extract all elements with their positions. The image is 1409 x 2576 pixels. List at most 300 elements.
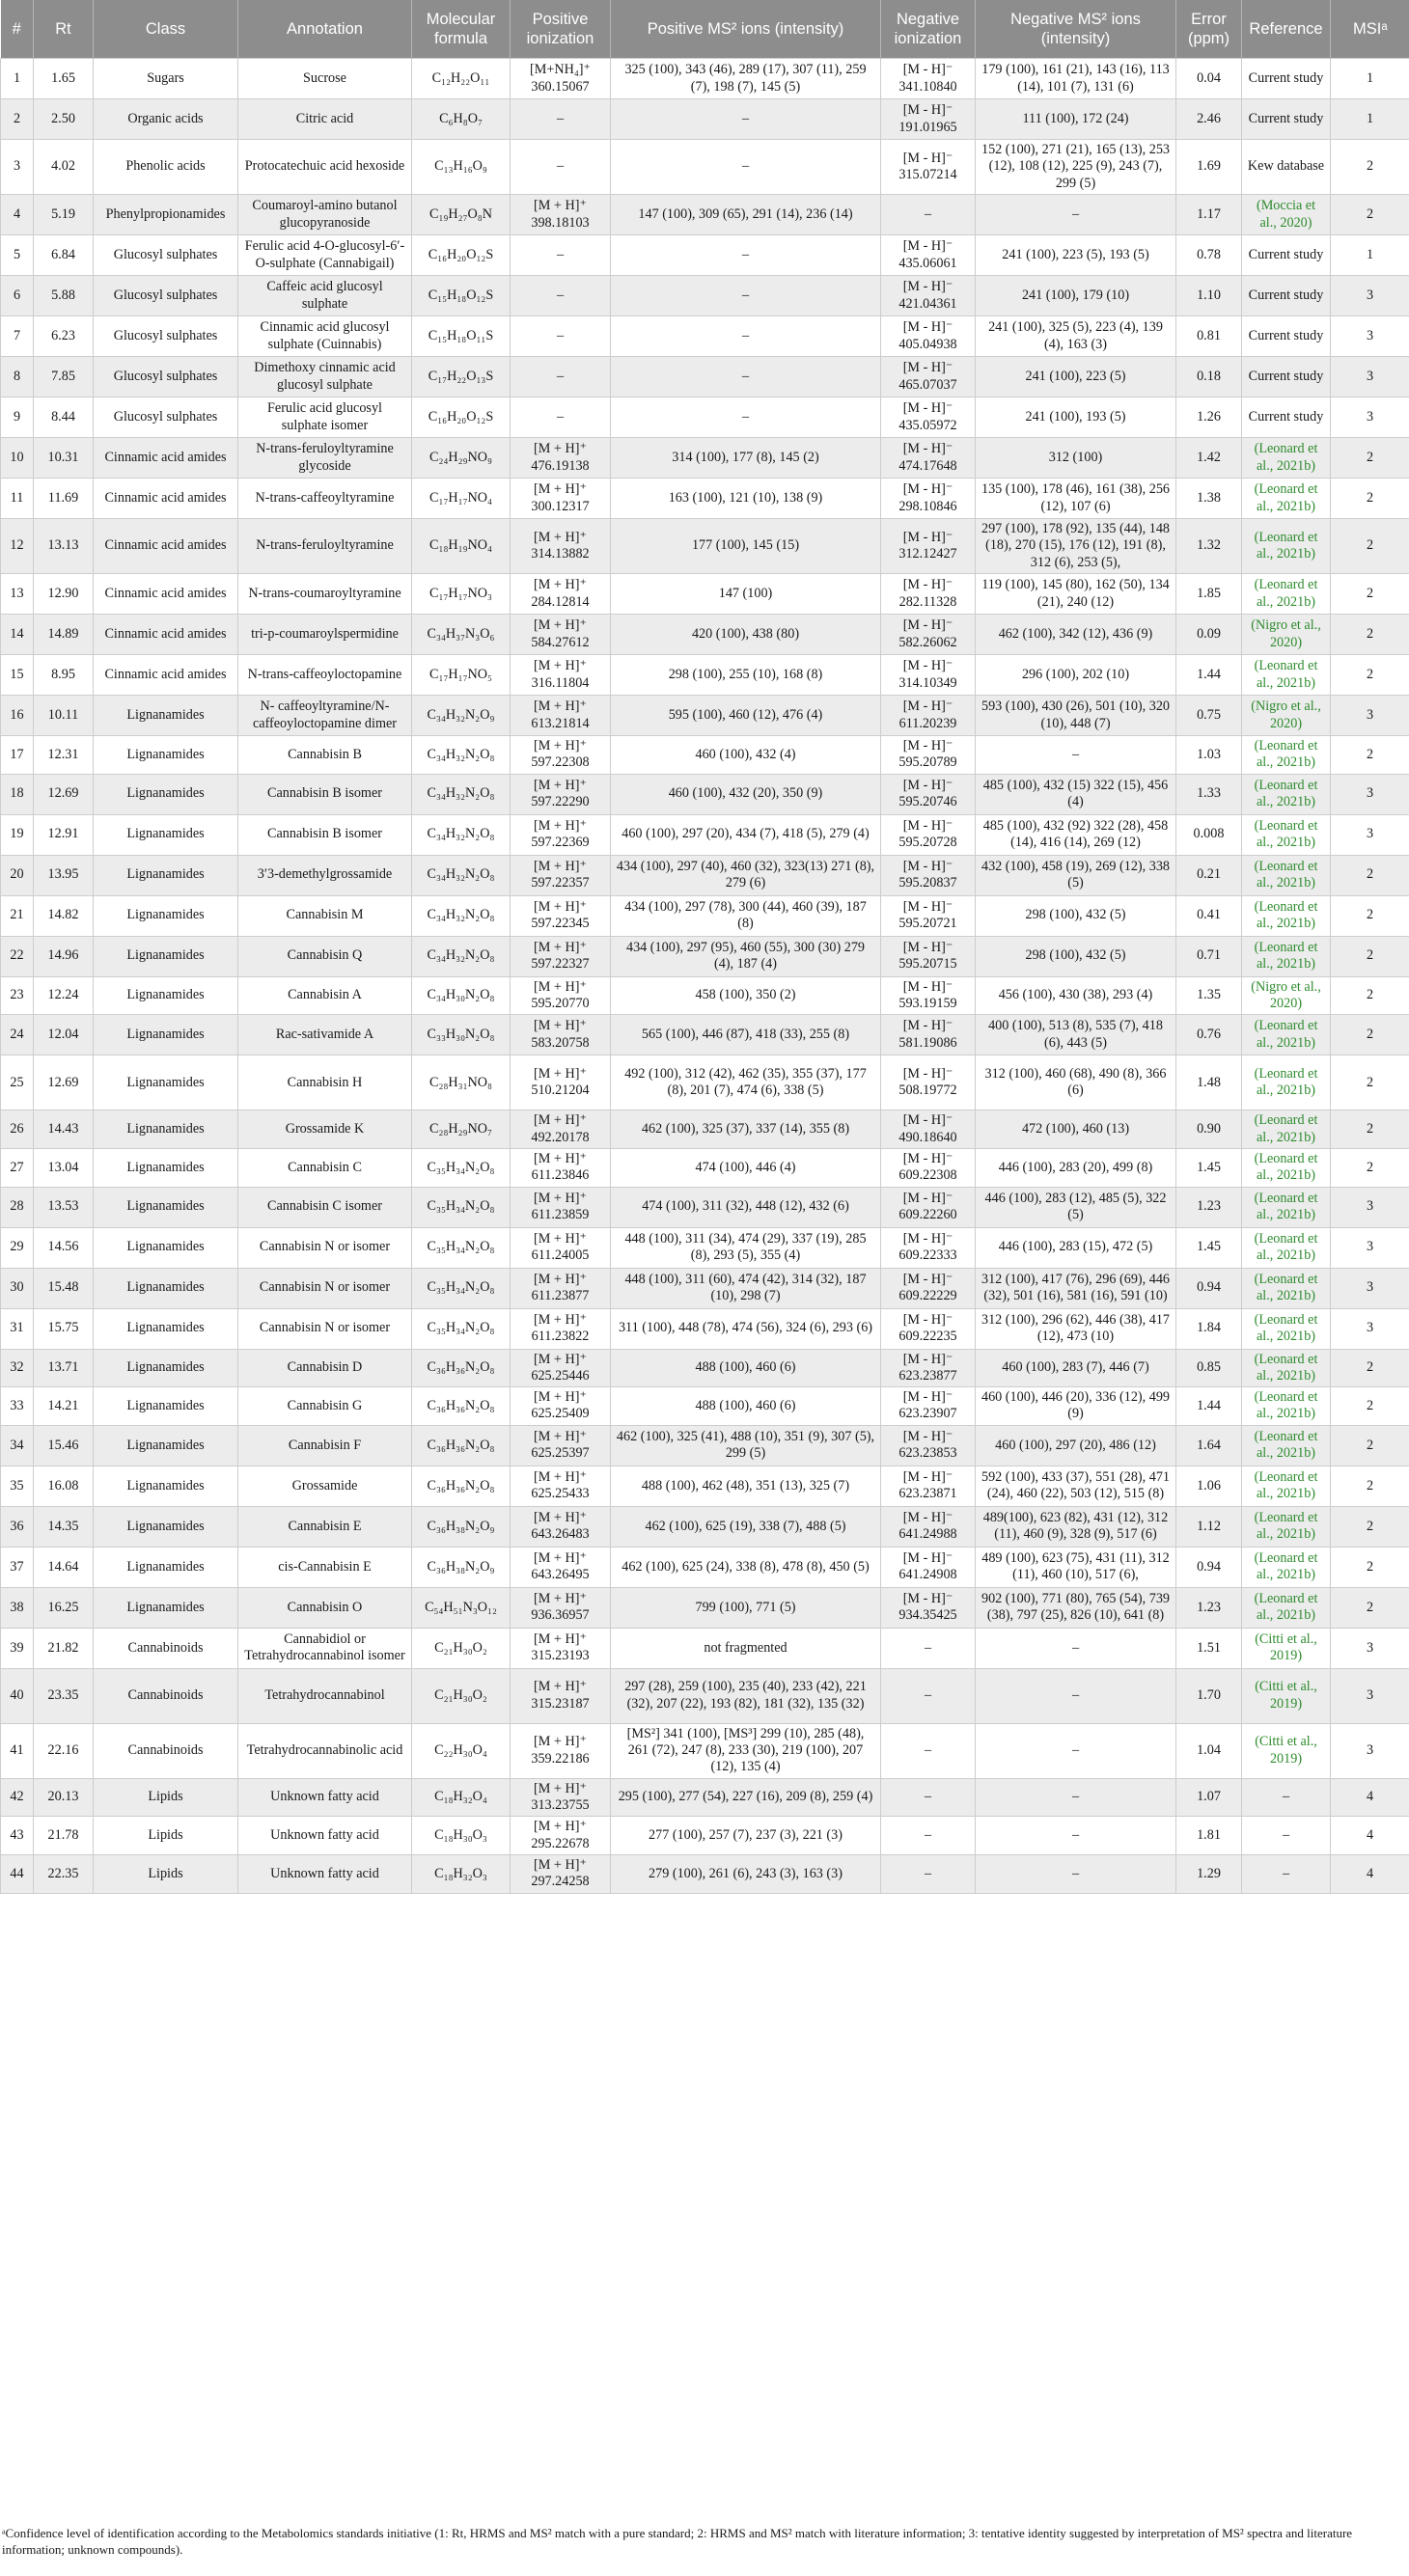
cell-negative-ms2: 432 (100), 458 (19), 269 (12), 338 (5) — [976, 855, 1176, 895]
cell-index: 39 — [1, 1628, 34, 1668]
cell-index: 42 — [1, 1778, 34, 1817]
table-row — [1, 1778, 1409, 1817]
cell-error: 1.23 — [1176, 1587, 1242, 1628]
cell-negative-ms2: – — [976, 195, 1176, 235]
cell-formula: C₃₆H₃₆N₂O₈ — [412, 1425, 511, 1466]
cell-annotation: 3′3-demethylgrossamide — [238, 855, 412, 895]
table-row — [1, 1055, 1409, 1110]
cell-negative-ms2: 593 (100), 430 (26), 501 (10), 320 (10), 448 (7) — [976, 696, 1176, 736]
cell-rt: 13.95 — [34, 855, 94, 895]
cell-rt: 15.48 — [34, 1268, 94, 1308]
table-row — [1, 1015, 1409, 1055]
cell-msi: 1 — [1331, 99, 1409, 140]
cell-annotation: Protocatechuic acid hexoside — [238, 140, 412, 195]
cell-error: 1.03 — [1176, 736, 1242, 775]
cell-rt: 22.16 — [34, 1723, 94, 1778]
table-row — [1, 615, 1409, 655]
cell-negative-ms2: 462 (100), 342 (12), 436 (9) — [976, 615, 1176, 655]
cell-negative-ionization: – — [881, 1668, 976, 1723]
cell-class: Lignanamides — [94, 1015, 238, 1055]
header-col-msi: MSIᵃ — [1331, 0, 1409, 59]
cell-negative-ionization: [M - H]⁻ 609.22260 — [881, 1187, 976, 1227]
cell-index: 23 — [1, 976, 34, 1015]
cell-positive-ionization: [M + H]⁺ 314.13882 — [511, 519, 611, 574]
cell-formula: C₃₄H₃₂N₂O₈ — [412, 774, 511, 814]
cell-negative-ionization: – — [881, 1628, 976, 1668]
cell-index: 17 — [1, 736, 34, 775]
cell-rt: 14.89 — [34, 615, 94, 655]
cell-formula: C₁₆H₂₀O₁₂S — [412, 235, 511, 276]
cell-class: Cannabinoids — [94, 1628, 238, 1668]
cell-formula: C₃₄H₃₂N₂O₈ — [412, 936, 511, 976]
cell-reference: (Nigro et al., 2020) — [1242, 696, 1331, 736]
cell-negative-ionization: [M - H]⁻ 474.17648 — [881, 438, 976, 479]
cell-annotation: Cannabisin C — [238, 1148, 412, 1187]
cell-negative-ionization: [M - H]⁻ 405.04938 — [881, 316, 976, 357]
cell-msi: 3 — [1331, 774, 1409, 814]
cell-rt: 12.24 — [34, 976, 94, 1015]
cell-negative-ms2: – — [976, 736, 1176, 775]
cell-annotation: Cannabisin C isomer — [238, 1187, 412, 1227]
cell-index: 33 — [1, 1387, 34, 1426]
cell-formula: C₁₇H₁₇NO₃ — [412, 574, 511, 615]
cell-negative-ionization: [M - H]⁻ 508.19772 — [881, 1055, 976, 1110]
cell-reference: (Leonard et al., 2021b) — [1242, 1015, 1331, 1055]
cell-index: 1 — [1, 59, 34, 99]
cell-reference: (Citti et al., 2019) — [1242, 1628, 1331, 1668]
cell-msi: 2 — [1331, 1015, 1409, 1055]
cell-positive-ms2: 448 (100), 311 (34), 474 (29), 337 (19), 285 (8), 293 (5), 355 (4) — [611, 1227, 881, 1268]
cell-msi: 1 — [1331, 59, 1409, 99]
cell-error: 0.21 — [1176, 855, 1242, 895]
cell-formula: C₁₉H₂₇O₈N — [412, 195, 511, 235]
cell-negative-ms2: 111 (100), 172 (24) — [976, 99, 1176, 140]
cell-positive-ms2: 297 (28), 259 (100), 235 (40), 233 (42), 221 (32), 207 (22), 193 (82), 181 (32), 135 (32) — [611, 1668, 881, 1723]
cell-annotation: Dimethoxy cinnamic acid glucosyl sulphate — [238, 357, 412, 397]
cell-rt: 12.31 — [34, 736, 94, 775]
cell-annotation: Cannabisin G — [238, 1387, 412, 1426]
cell-formula: C₃₄H₃₂N₂O₈ — [412, 855, 511, 895]
cell-index: 14 — [1, 615, 34, 655]
cell-formula: C₃₆H₃₆N₂O₈ — [412, 1349, 511, 1387]
cell-reference: (Leonard et al., 2021b) — [1242, 1466, 1331, 1506]
cell-index: 20 — [1, 855, 34, 895]
cell-positive-ionization: [M + H]⁺ 643.26483 — [511, 1506, 611, 1547]
cell-positive-ms2: 595 (100), 460 (12), 476 (4) — [611, 696, 881, 736]
cell-class: Lignanamides — [94, 1425, 238, 1466]
cell-error: 0.09 — [1176, 615, 1242, 655]
cell-negative-ionization: [M - H]⁻ 641.24908 — [881, 1547, 976, 1587]
cell-msi: 3 — [1331, 1187, 1409, 1227]
cell-reference: Current study — [1242, 357, 1331, 397]
cell-index: 29 — [1, 1227, 34, 1268]
cell-index: 32 — [1, 1349, 34, 1387]
cell-index: 5 — [1, 235, 34, 276]
cell-class: Lignanamides — [94, 855, 238, 895]
cell-error: 1.84 — [1176, 1308, 1242, 1349]
cell-class: Phenylpropionamides — [94, 195, 238, 235]
cell-rt: 12.91 — [34, 814, 94, 855]
cell-msi: 2 — [1331, 1425, 1409, 1466]
cell-annotation: Ferulic acid 4-O-glucosyl-6′-O-sulphate (Cannabigail) — [238, 235, 412, 276]
cell-negative-ionization: [M - H]⁻ 191.01965 — [881, 99, 976, 140]
cell-error: 0.76 — [1176, 1015, 1242, 1055]
footnote: ᵃConfidence level of identification according to the Metabolomics standards initiative (1: Rt, HRMS and MS² match with a pure standard; 2: HRMS and MS² match with literature information; 3: tentative identity suggested by interpretation of MS² spectra and literature information; unknown compounds). — [2, 2526, 1353, 2557]
cell-annotation: Unknown fatty acid — [238, 1778, 412, 1817]
cell-index: 22 — [1, 936, 34, 976]
cell-positive-ms2: 277 (100), 257 (7), 237 (3), 221 (3) — [611, 1817, 881, 1855]
cell-error: 0.85 — [1176, 1349, 1242, 1387]
cell-reference: (Leonard et al., 2021b) — [1242, 438, 1331, 479]
cell-class: Glucosyl sulphates — [94, 316, 238, 357]
cell-class: Lignanamides — [94, 1187, 238, 1227]
cell-error: 1.42 — [1176, 438, 1242, 479]
cell-negative-ionization: [M - H]⁻ 341.10840 — [881, 59, 976, 99]
cell-annotation: N-trans-feruloyltyramine — [238, 519, 412, 574]
cell-error: 1.81 — [1176, 1817, 1242, 1855]
table-row — [1, 1349, 1409, 1387]
table-row — [1, 574, 1409, 615]
cell-positive-ionization: [M + H]⁺ 597.22369 — [511, 814, 611, 855]
cell-positive-ionization: [M + H]⁺ 611.23846 — [511, 1148, 611, 1187]
cell-positive-ms2: 799 (100), 771 (5) — [611, 1587, 881, 1628]
cell-class: Lipids — [94, 1855, 238, 1894]
table-row — [1, 1268, 1409, 1308]
cell-annotation: Citric acid — [238, 99, 412, 140]
cell-formula: C₃₆H₃₈N₂O₉ — [412, 1506, 511, 1547]
table-row — [1, 1587, 1409, 1628]
cell-rt: 12.69 — [34, 1055, 94, 1110]
header-col-positive-ionization: Positive ionization — [511, 0, 611, 59]
cell-error: 1.12 — [1176, 1506, 1242, 1547]
table-row — [1, 1308, 1409, 1349]
cell-annotation: tri-p-coumaroylspermidine — [238, 615, 412, 655]
cell-positive-ms2: 311 (100), 448 (78), 474 (56), 324 (6), 293 (6) — [611, 1308, 881, 1349]
table-row — [1, 895, 1409, 936]
table-row — [1, 276, 1409, 316]
table-row — [1, 1425, 1409, 1466]
cell-index: 3 — [1, 140, 34, 195]
cell-error: 2.46 — [1176, 99, 1242, 140]
cell-reference: Current study — [1242, 99, 1331, 140]
cell-msi: 3 — [1331, 357, 1409, 397]
cell-msi: 2 — [1331, 1547, 1409, 1587]
cell-negative-ms2: 489 (100), 623 (75), 431 (11), 312 (11), 460 (10), 517 (6), — [976, 1547, 1176, 1587]
cell-formula: C₂₈H₃₁NO₈ — [412, 1055, 511, 1110]
cell-index: 26 — [1, 1110, 34, 1149]
cell-class: Glucosyl sulphates — [94, 357, 238, 397]
cell-positive-ms2: 147 (100), 309 (65), 291 (14), 236 (14) — [611, 195, 881, 235]
cell-positive-ms2: 488 (100), 462 (48), 351 (13), 325 (7) — [611, 1466, 881, 1506]
cell-formula: C₂₁H₃₀O₂ — [412, 1628, 511, 1668]
cell-index: 30 — [1, 1268, 34, 1308]
cell-annotation: Cannabisin N or isomer — [238, 1227, 412, 1268]
table-row — [1, 1723, 1409, 1778]
cell-reference: Kew database — [1242, 140, 1331, 195]
cell-negative-ionization: [M - H]⁻ 595.20715 — [881, 936, 976, 976]
cell-class: Lignanamides — [94, 814, 238, 855]
cell-annotation: Tetrahydrocannabinol — [238, 1668, 412, 1723]
cell-msi: 3 — [1331, 1668, 1409, 1723]
cell-rt: 14.21 — [34, 1387, 94, 1426]
cell-class: Lipids — [94, 1778, 238, 1817]
cell-class: Phenolic acids — [94, 140, 238, 195]
cell-positive-ms2: 177 (100), 145 (15) — [611, 519, 881, 574]
cell-index: 6 — [1, 276, 34, 316]
cell-error: 1.44 — [1176, 655, 1242, 696]
cell-negative-ms2: 296 (100), 202 (10) — [976, 655, 1176, 696]
cell-negative-ionization: [M - H]⁻ 623.23853 — [881, 1425, 976, 1466]
cell-index: 37 — [1, 1547, 34, 1587]
cell-positive-ionization: [M + H]⁺ 297.24258 — [511, 1855, 611, 1894]
cell-positive-ms2: 298 (100), 255 (10), 168 (8) — [611, 655, 881, 696]
cell-rt: 13.53 — [34, 1187, 94, 1227]
cell-index: 2 — [1, 99, 34, 140]
cell-negative-ms2: 472 (100), 460 (13) — [976, 1110, 1176, 1149]
cell-annotation: Grossamide — [238, 1466, 412, 1506]
cell-error: 1.04 — [1176, 1723, 1242, 1778]
cell-negative-ionization: [M - H]⁻ 314.10349 — [881, 655, 976, 696]
cell-class: Lignanamides — [94, 1547, 238, 1587]
cell-formula: C₁₈H₃₀O₃ — [412, 1817, 511, 1855]
cell-annotation: Coumaroyl-amino butanol glucopyranoside — [238, 195, 412, 235]
cell-positive-ionization: [M + H]⁺ 597.22357 — [511, 855, 611, 895]
cell-error: 1.23 — [1176, 1187, 1242, 1227]
cell-positive-ionization: [M + H]⁺ 398.18103 — [511, 195, 611, 235]
cell-class: Lipids — [94, 1817, 238, 1855]
cell-positive-ms2: [MS²] 341 (100), [MS³] 299 (10), 285 (48), 261 (72), 247 (8), 233 (30), 219 (100), 207 (12), 135 (4) — [611, 1723, 881, 1778]
cell-positive-ionization: [M + H]⁺ 315.23193 — [511, 1628, 611, 1668]
cell-annotation: Cannabisin B isomer — [238, 814, 412, 855]
cell-negative-ionization: [M - H]⁻ 595.20789 — [881, 736, 976, 775]
cell-reference: Current study — [1242, 276, 1331, 316]
table-row — [1, 99, 1409, 140]
cell-negative-ionization: [M - H]⁻ 593.19159 — [881, 976, 976, 1015]
cell-annotation: Ferulic acid glucosyl sulphate isomer — [238, 397, 412, 438]
cell-msi: 2 — [1331, 936, 1409, 976]
cell-negative-ionization: [M - H]⁻ 641.24988 — [881, 1506, 976, 1547]
cell-positive-ionization: [M + H]⁺ 625.25397 — [511, 1425, 611, 1466]
cell-positive-ionization: [M + H]⁺ 359.22186 — [511, 1723, 611, 1778]
cell-positive-ionization: [M + H]⁺ 613.21814 — [511, 696, 611, 736]
cell-msi: 2 — [1331, 1349, 1409, 1387]
cell-formula: C₂₁H₃₀O₂ — [412, 1668, 511, 1723]
cell-positive-ionization: [M + H]⁺ 611.23822 — [511, 1308, 611, 1349]
cell-class: Lignanamides — [94, 1387, 238, 1426]
cell-annotation: Cannabisin O — [238, 1587, 412, 1628]
cell-negative-ms2: 241 (100), 179 (10) — [976, 276, 1176, 316]
cell-positive-ms2: 458 (100), 350 (2) — [611, 976, 881, 1015]
cell-msi: 2 — [1331, 1466, 1409, 1506]
cell-msi: 2 — [1331, 736, 1409, 775]
cell-negative-ionization: [M - H]⁻ 595.20728 — [881, 814, 976, 855]
cell-formula: C₁₆H₂₀O₁₂S — [412, 397, 511, 438]
cell-negative-ionization: [M - H]⁻ 623.23871 — [881, 1466, 976, 1506]
table-row — [1, 1227, 1409, 1268]
cell-negative-ionization: [M - H]⁻ 315.07214 — [881, 140, 976, 195]
cell-formula: C₃₅H₃₄N₂O₈ — [412, 1268, 511, 1308]
cell-positive-ionization: [M + H]⁺ 625.25433 — [511, 1466, 611, 1506]
cell-class: Lignanamides — [94, 736, 238, 775]
table-row — [1, 479, 1409, 519]
cell-negative-ms2: 485 (100), 432 (15) 322 (15), 456 (4) — [976, 774, 1176, 814]
header-col-class: Class — [94, 0, 238, 59]
cell-rt: 12.04 — [34, 1015, 94, 1055]
cell-reference: (Leonard et al., 2021b) — [1242, 814, 1331, 855]
cell-negative-ms2: – — [976, 1778, 1176, 1817]
cell-negative-ms2: 460 (100), 446 (20), 336 (12), 499 (9) — [976, 1387, 1176, 1426]
cell-class: Lignanamides — [94, 936, 238, 976]
cell-positive-ionization: [M + H]⁺ 284.12814 — [511, 574, 611, 615]
cell-error: 1.85 — [1176, 574, 1242, 615]
cell-reference: (Citti et al., 2019) — [1242, 1668, 1331, 1723]
cell-positive-ionization: [M + H]⁺ 316.11804 — [511, 655, 611, 696]
cell-annotation: Unknown fatty acid — [238, 1855, 412, 1894]
cell-formula: C₁₇H₁₇NO₄ — [412, 479, 511, 519]
cell-negative-ionization: [M - H]⁻ 609.22235 — [881, 1308, 976, 1349]
cell-msi: 2 — [1331, 615, 1409, 655]
cell-positive-ionization: – — [511, 235, 611, 276]
table-row — [1, 59, 1409, 99]
cell-rt: 5.88 — [34, 276, 94, 316]
cell-positive-ionization: [M + H]⁺ 584.27612 — [511, 615, 611, 655]
table-row — [1, 1506, 1409, 1547]
cell-msi: 3 — [1331, 397, 1409, 438]
cell-formula: C₅₄H₅₁N₃O₁₂ — [412, 1587, 511, 1628]
cell-annotation: Cannabisin F — [238, 1425, 412, 1466]
cell-negative-ionization: – — [881, 1817, 976, 1855]
cell-formula: C₃₅H₃₄N₂O₈ — [412, 1227, 511, 1268]
cell-rt: 8.44 — [34, 397, 94, 438]
cell-negative-ms2: – — [976, 1855, 1176, 1894]
cell-formula: C₂₂H₃₀O₄ — [412, 1723, 511, 1778]
cell-positive-ms2: 434 (100), 297 (95), 460 (55), 300 (30) 279 (4), 187 (4) — [611, 936, 881, 976]
cell-class: Glucosyl sulphates — [94, 235, 238, 276]
header-col-positive-ms2: Positive MS² ions (intensity) — [611, 0, 881, 59]
header-col-reference: Reference — [1242, 0, 1331, 59]
cell-positive-ionization: [M + H]⁺ 597.22345 — [511, 895, 611, 936]
cell-negative-ionization: [M - H]⁻ 298.10846 — [881, 479, 976, 519]
cell-reference: (Leonard et al., 2021b) — [1242, 1547, 1331, 1587]
cell-annotation: Cannabisin N or isomer — [238, 1268, 412, 1308]
cell-annotation: Cannabisin Q — [238, 936, 412, 976]
cell-error: 1.10 — [1176, 276, 1242, 316]
cell-negative-ms2: 312 (100), 417 (76), 296 (69), 446 (32), 501 (16), 581 (16), 591 (10) — [976, 1268, 1176, 1308]
cell-negative-ionization: [M - H]⁻ 435.06061 — [881, 235, 976, 276]
cell-negative-ionization: [M - H]⁻ 581.19086 — [881, 1015, 976, 1055]
table-row — [1, 316, 1409, 357]
cell-index: 41 — [1, 1723, 34, 1778]
cell-index: 28 — [1, 1187, 34, 1227]
cell-index: 34 — [1, 1425, 34, 1466]
cell-positive-ionization: [M + H]⁺ 936.36957 — [511, 1587, 611, 1628]
cell-negative-ms2: – — [976, 1668, 1176, 1723]
cell-negative-ms2: 485 (100), 432 (92) 322 (28), 458 (14), 416 (14), 269 (12) — [976, 814, 1176, 855]
cell-positive-ms2: 460 (100), 432 (4) — [611, 736, 881, 775]
cell-annotation: Cannabisin B isomer — [238, 774, 412, 814]
cell-positive-ms2: – — [611, 99, 881, 140]
cell-negative-ionization: [M - H]⁻ 595.20721 — [881, 895, 976, 936]
header-col-error: Error (ppm) — [1176, 0, 1242, 59]
table-row — [1, 1628, 1409, 1668]
cell-positive-ms2: 163 (100), 121 (10), 138 (9) — [611, 479, 881, 519]
cell-negative-ms2: 592 (100), 433 (37), 551 (28), 471 (24), 460 (22), 503 (12), 515 (8) — [976, 1466, 1176, 1506]
cell-msi: 2 — [1331, 1110, 1409, 1149]
cell-msi: 2 — [1331, 519, 1409, 574]
cell-rt: 6.84 — [34, 235, 94, 276]
table-row — [1, 357, 1409, 397]
cell-positive-ms2: 488 (100), 460 (6) — [611, 1387, 881, 1426]
cell-reference: (Leonard et al., 2021b) — [1242, 1227, 1331, 1268]
cell-msi: 3 — [1331, 1308, 1409, 1349]
cell-class: Lignanamides — [94, 1349, 238, 1387]
cell-reference: (Leonard et al., 2021b) — [1242, 1148, 1331, 1187]
cell-msi: 3 — [1331, 276, 1409, 316]
cell-formula: C₃₄H₃₂N₂O₉ — [412, 696, 511, 736]
table-row — [1, 736, 1409, 775]
cell-positive-ionization: [M + H]⁺ 597.22308 — [511, 736, 611, 775]
cell-annotation: Unknown fatty acid — [238, 1817, 412, 1855]
cell-class: Cinnamic acid amides — [94, 615, 238, 655]
cell-negative-ms2: 312 (100), 296 (62), 446 (38), 417 (12), 473 (10) — [976, 1308, 1176, 1349]
cell-reference: (Leonard et al., 2021b) — [1242, 1308, 1331, 1349]
cell-reference: (Leonard et al., 2021b) — [1242, 895, 1331, 936]
header-col-formula: Molecular formula — [412, 0, 511, 59]
cell-positive-ms2: – — [611, 357, 881, 397]
cell-reference: (Leonard et al., 2021b) — [1242, 736, 1331, 775]
cell-msi: 3 — [1331, 1723, 1409, 1778]
cell-class: Lignanamides — [94, 1055, 238, 1110]
cell-positive-ms2: 279 (100), 261 (6), 243 (3), 163 (3) — [611, 1855, 881, 1894]
cell-formula: C₃₆H₃₈N₂O₉ — [412, 1547, 511, 1587]
cell-negative-ionization: – — [881, 1723, 976, 1778]
cell-formula: C₁₅H₁₈O₁₂S — [412, 276, 511, 316]
cell-rt: 14.43 — [34, 1110, 94, 1149]
cell-positive-ms2: – — [611, 316, 881, 357]
cell-formula: C₁₇H₂₂O₁₃S — [412, 357, 511, 397]
cell-positive-ms2: 420 (100), 438 (80) — [611, 615, 881, 655]
cell-positive-ionization: [M + H]⁺ 300.12317 — [511, 479, 611, 519]
table-row — [1, 1110, 1409, 1149]
cell-annotation: N- caffeoyltyramine/N-caffeoyloctopamine dimer — [238, 696, 412, 736]
cell-negative-ionization: [M - H]⁻ 312.12427 — [881, 519, 976, 574]
cell-class: Lignanamides — [94, 696, 238, 736]
cell-rt: 8.95 — [34, 655, 94, 696]
cell-reference: Current study — [1242, 235, 1331, 276]
cell-index: 13 — [1, 574, 34, 615]
cell-error: 0.78 — [1176, 235, 1242, 276]
cell-msi: 4 — [1331, 1778, 1409, 1817]
cell-positive-ionization: [M + H]⁺ 583.20758 — [511, 1015, 611, 1055]
cell-reference: – — [1242, 1817, 1331, 1855]
cell-positive-ms2: not fragmented — [611, 1628, 881, 1668]
cell-reference: (Leonard et al., 2021b) — [1242, 655, 1331, 696]
cell-msi: 2 — [1331, 438, 1409, 479]
cell-positive-ms2: 147 (100) — [611, 574, 881, 615]
cell-index: 31 — [1, 1308, 34, 1349]
cell-negative-ionization: [M - H]⁻ 435.05972 — [881, 397, 976, 438]
cell-rt: 15.75 — [34, 1308, 94, 1349]
cell-msi: 1 — [1331, 235, 1409, 276]
cell-rt: 16.08 — [34, 1466, 94, 1506]
cell-error: 0.90 — [1176, 1110, 1242, 1149]
cell-error: 1.33 — [1176, 774, 1242, 814]
table-row — [1, 936, 1409, 976]
cell-positive-ionization: [M + H]⁺ 625.25446 — [511, 1349, 611, 1387]
cell-annotation: Cannabisin M — [238, 895, 412, 936]
cell-annotation: Cannabisin B — [238, 736, 412, 775]
table-row — [1, 1148, 1409, 1187]
